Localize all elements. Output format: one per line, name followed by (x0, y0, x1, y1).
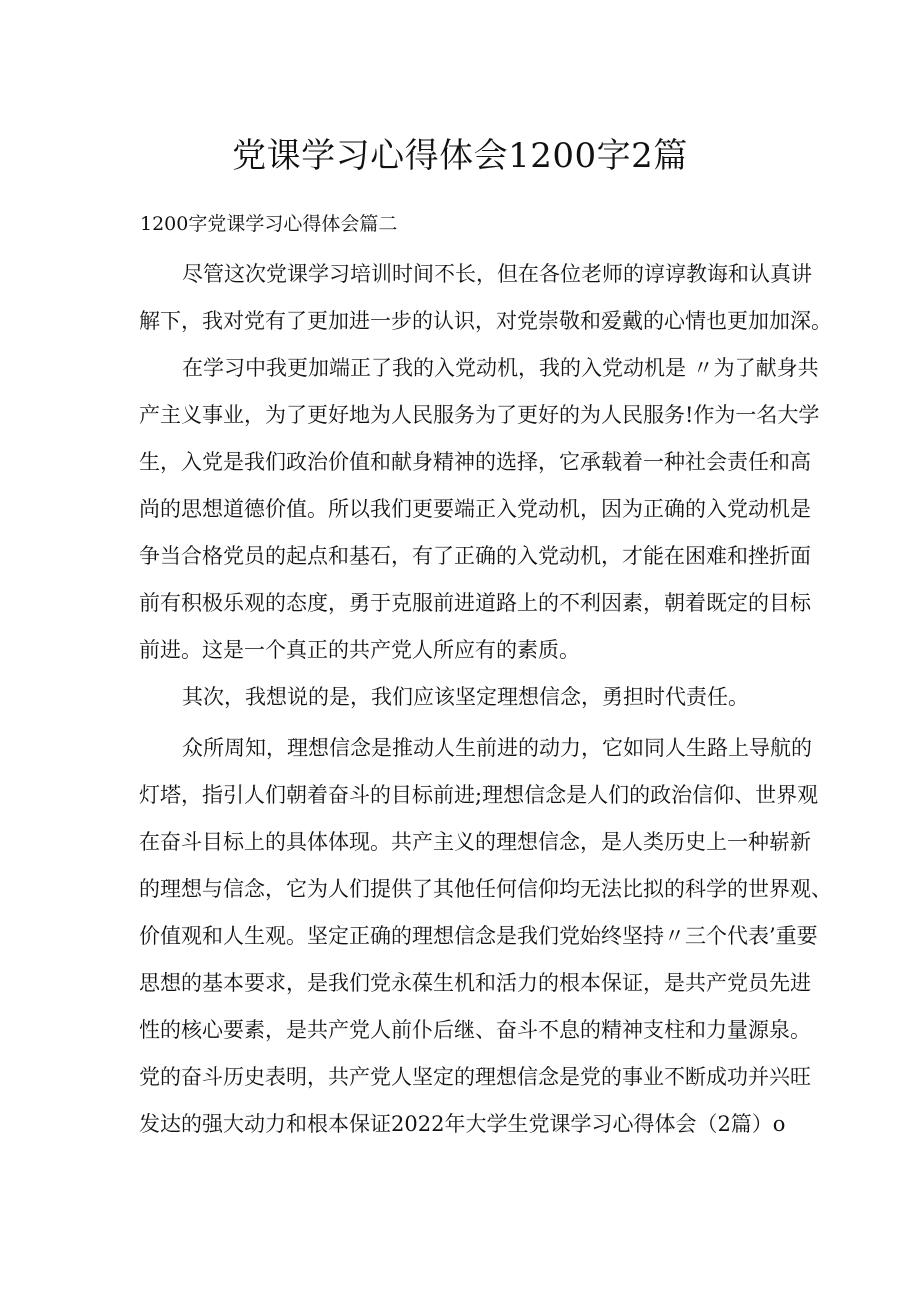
text-line: 在学习中我更加端正了我的入党动机，我的入党动机是 〃为了献身共 (182, 356, 819, 380)
text-line: 尚的思想道德价值。所以我们更要端正入党动机，因为正确的入党动机是 (139, 497, 811, 521)
text-line: 的理想与信念，它为人们提供了其他任何信仰均无法比拟的科学的世界观、 (139, 877, 832, 901)
document-title: 党课学习心得体会1200字2篇 (232, 136, 688, 176)
section-heading: 1200字党课学习心得体会篇二 (140, 213, 398, 235)
text-line: 党的奋斗历史表明，共产党人坚定的理想信念是党的事业不断成功并兴旺 (139, 1065, 811, 1089)
text-line: 价值观和人生观。坚定正确的理想信念是我们党始终坚持〃三个代表’重要 (139, 924, 818, 948)
text-line: 在奋斗目标上的具体体现。共产主义的理想信念，是人类历史上一种崭新 (139, 830, 811, 854)
text-line: 前进。这是一个真正的共产党人所应有的素质。 (139, 638, 580, 662)
text-line: 解下，我对党有了更加进一步的认识，对党崇敬和爱戴的心情也更加加深。 (139, 309, 832, 333)
text-line: 其次，我想说的是，我们应该坚定理想信念，勇担时代责任。 (182, 685, 749, 709)
text-line: 发达的强大动力和根本保证2022年大学生党课学习心得体会（2篇）o (139, 1112, 786, 1136)
text-line: 争当合格党员的起点和基石，有了正确的入党动机，才能在困难和挫折面 (139, 544, 811, 568)
text-line: 前有积极乐观的态度，勇于克服前进道路上的不利因素，朝着既定的目标 (139, 591, 811, 615)
text-line: 众所周知，理想信念是推动人生前进的动力，它如同人生路上导航的 (182, 736, 812, 760)
text-line: 性的核心要素，是共产党人前仆后继、奋斗不息的精神支柱和力量源泉。 (139, 1018, 811, 1042)
text-line: 思想的基本要求，是我们党永葆生机和活力的根本保证，是共产党员先进 (139, 971, 811, 995)
text-line: 尽管这次党课学习培训时间不长，但在各位老师的谆谆教诲和认真讲 (182, 262, 812, 286)
text-line: 产主义事业，为了更好地为人民服务为了更好的为人民服务!作为一名大学 (139, 403, 820, 427)
text-line: 灯塔，指引人们朝着奋斗的目标前进;理想信念是人们的政治信仰、世界观 (139, 783, 819, 807)
text-line: 生，入党是我们政治价值和献身精神的选择，它承载着一种社会责任和高 (139, 450, 811, 474)
